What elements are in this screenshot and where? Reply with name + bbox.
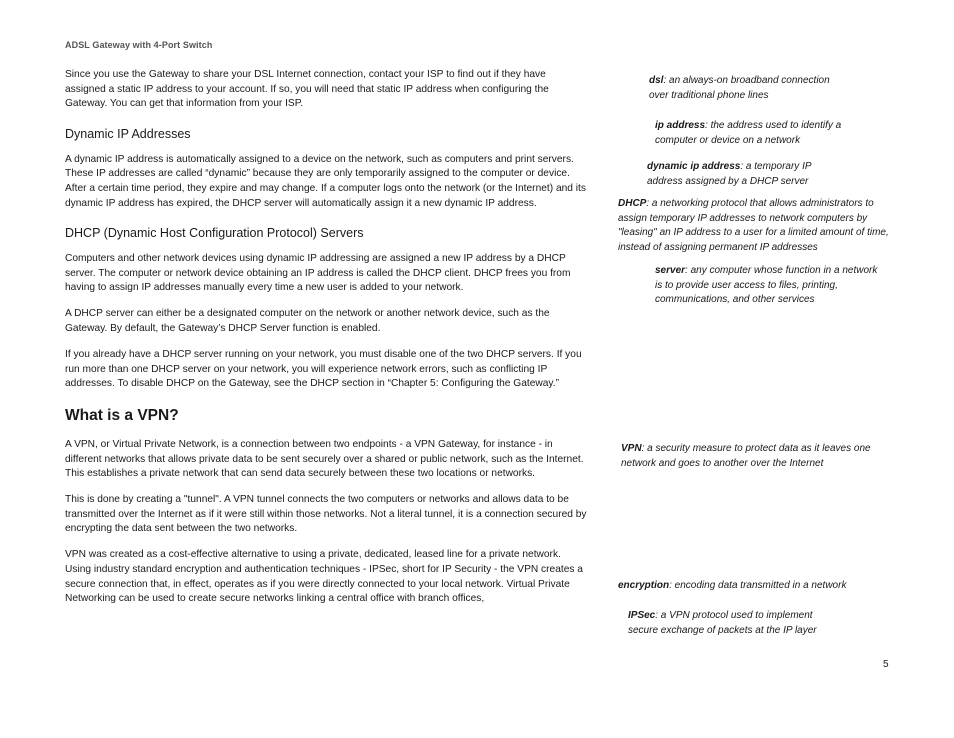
glossary-dsl [649, 74, 849, 103]
glossary-term: dsl [649, 75, 664, 86]
glossary-dynamic-ip [647, 160, 832, 189]
glossary-definition: : a VPN protocol used to implement secure exchange of packets at the IP layer [628, 610, 817, 636]
glossary-definition: : an always-on broadband connection over traditional phone lines [649, 75, 830, 101]
paragraph-vpn-definition: A VPN, or Virtual Private Network, is a connection between two endpoints - a VPN Gateway, for instance - in different networks that allows private data to be sent securely over a shared or public network, such as the Internet. This establishes a private network that can send data securely between these two locations or networks. [65, 438, 584, 480]
glossary-encryption [618, 579, 888, 594]
paragraph-disable-dhcp: If you already have a DHCP server running on your network, you must disable one of the two DHCP servers. If you run more than one DHCP server on your network, you will experience network errors, such as conflicting IP addresses. To disable DHCP on the Gateway, see the DHCP section in “Chapter 5: Configuring the Gateway.” [65, 349, 582, 390]
glossary-ip-address [655, 119, 850, 148]
heading-dhcp-servers: DHCP (Dynamic Host Configuration Protocol) Servers [65, 226, 364, 241]
glossary-term: server [655, 265, 686, 276]
glossary-definition: : any computer whose function in a network is to provide user access to files, printing, communications, and other services [655, 265, 878, 306]
glossary-term: dynamic ip address [647, 161, 741, 172]
paragraph-dhcp-server-device: A DHCP server can either be a designated computer on the network or another network device, such as the Gateway. By default, the Gateway’s DHCP Server function is enabled. [65, 308, 550, 335]
paragraph-vpn-alternative: VPN was created as a cost-effective alternative to using a private, dedicated, leased line for a private network. Using industry standard encryption and authentication techniques - IPSec, short for IP Security - the VPN creates a secure connection that, in effect, operates as if you were directly connected to your local network. Virtual Private Networking can be used to create secure networks linking a central office with branch offices, [65, 549, 583, 605]
glossary-definition: : a networking protocol that allows administrators to assign temporary IP addresses to network computers by "leasing" an IP address to a user for a limited amount of time, instead of assigning permanent IP addresses [618, 198, 889, 254]
glossary-vpn [621, 442, 871, 471]
paragraph-static-ip: Since you use the Gateway to share your DSL Internet connection, contact your ISP to find out if they have assigned a static IP address to your account. If so, you will need that static IP address when configuring the Gateway. You can get that information from your ISP. [65, 69, 549, 110]
glossary-definition: : the address used to identify a computer or device on a network [655, 120, 842, 146]
main-column [65, 68, 587, 618]
paragraph-vpn-tunnel: This is done by creating a "tunnel". A VPN tunnel connects the two computers or networks and allows data to be transmitted over the Internet as if it were still within those networks. Not a literal tunnel, it is a connection secured by encrypting the data sent between the two networks. [65, 494, 587, 535]
glossary-term: encryption [618, 580, 670, 591]
glossary-dhcp [618, 197, 893, 256]
glossary-server [655, 264, 880, 308]
glossary-definition: : encoding data transmitted in a network [669, 580, 847, 591]
glossary-term: VPN [621, 443, 642, 454]
glossary-ipsec [628, 609, 838, 638]
glossary-term: DHCP [618, 198, 647, 209]
running-header: ADSL Gateway with 4-Port Switch [65, 40, 213, 50]
page-number: 5 [883, 659, 889, 670]
glossary-definition: : a temporary IP address assigned by a DHCP server [647, 161, 812, 187]
heading-dynamic-ip: Dynamic IP Addresses [65, 126, 191, 141]
glossary-term: ip address [655, 120, 706, 131]
paragraph-dhcp-clients: Computers and other network devices using dynamic IP addressing are assigned a new IP address by a DHCP server. The computer or network device obtaining an IP address is called the DHCP client. DHCP frees you from having to assign IP addresses manually every time a new user is added to your network. [65, 253, 571, 294]
heading-what-is-vpn: What is a VPN? [65, 406, 179, 424]
glossary-definition: : a security measure to protect data as it leaves one network and goes to another over the Internet [621, 443, 871, 469]
glossary-term: IPSec [628, 610, 656, 621]
paragraph-dynamic-ip: A dynamic IP address is automatically assigned to a device on the network, such as computers and print servers. These IP addresses are called “dynamic” because they are only temporarily assigned to the computer or device. After a certain time period, they expire and may change. If a computer logs onto the network (or the Internet) and its dynamic IP address has expired, the DHCP server will automatically assign it a new dynamic IP address. [65, 153, 586, 209]
